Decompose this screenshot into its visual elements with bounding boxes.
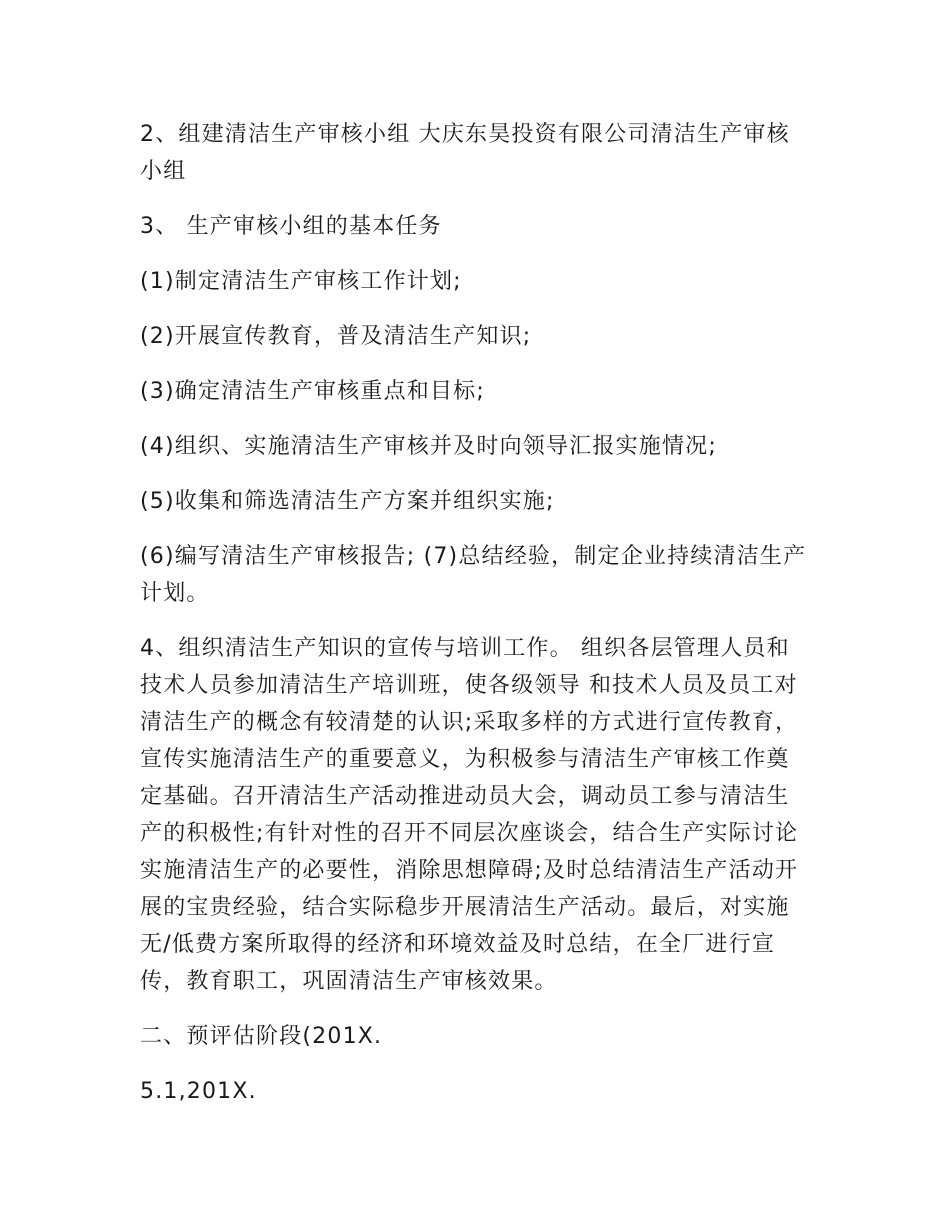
paragraph-basic-tasks-heading: 3、 生产审核小组的基本任务 <box>140 214 442 239</box>
paragraph-task-6-7: (6)编写清洁生产审核报告; (7)总结经验，制定企业持续清洁生产计划。 <box>140 544 807 606</box>
paragraph-audit-group: 2、组建清洁生产审核小组 大庆东昊投资有限公司清洁生产审核小组 <box>140 122 790 184</box>
paragraph-pre-assessment-heading: 二、预评估阶段(201X. <box>140 1024 383 1049</box>
document-body <box>140 116 812 1128</box>
paragraph-task-2: (2)开展宣传教育，普及清洁生产知识; <box>140 324 532 349</box>
paragraph-task-1: (1)制定清洁生产审核工作计划; <box>140 269 462 294</box>
paragraph-task-3: (3)确定清洁生产审核重点和目标; <box>140 379 485 404</box>
paragraph-task-4: (4)组织、实施清洁生产审核并及时向领导汇报实施情况; <box>140 434 717 459</box>
paragraph-date-fragment: 5.1,201X. <box>140 1079 257 1104</box>
paragraph-task-5: (5)收集和筛选清洁生产方案并组织实施; <box>140 489 555 514</box>
paragraph-training: 4、组织清洁生产知识的宣传与培训工作。 组织各层管理人员和技术人员参加清洁生产培训班，使各级领导 和技术人员及员工对清洁生产的概念有较清楚的认识;采取多样的方式进行宣传教育，宣传实施清洁生产的重要意义，为积极参与清洁生产审核工作奠定基础。召开清洁生产活动推进动员大会，调动员工参与清洁生产的积极性;有针对性的召开不同层次座谈会，结合生产实际讨论实施清洁生产的必要性，消除思想障碍;及时总结清洁生产活动开展的宝贵经验，结合实际稳步开展清洁生产活动。最后，对实施无/低费方案所取得的经济和环境效益及时总结，在全厂进行宣传，教育职工，巩固清洁生产审核效果。 <box>140 636 799 994</box>
